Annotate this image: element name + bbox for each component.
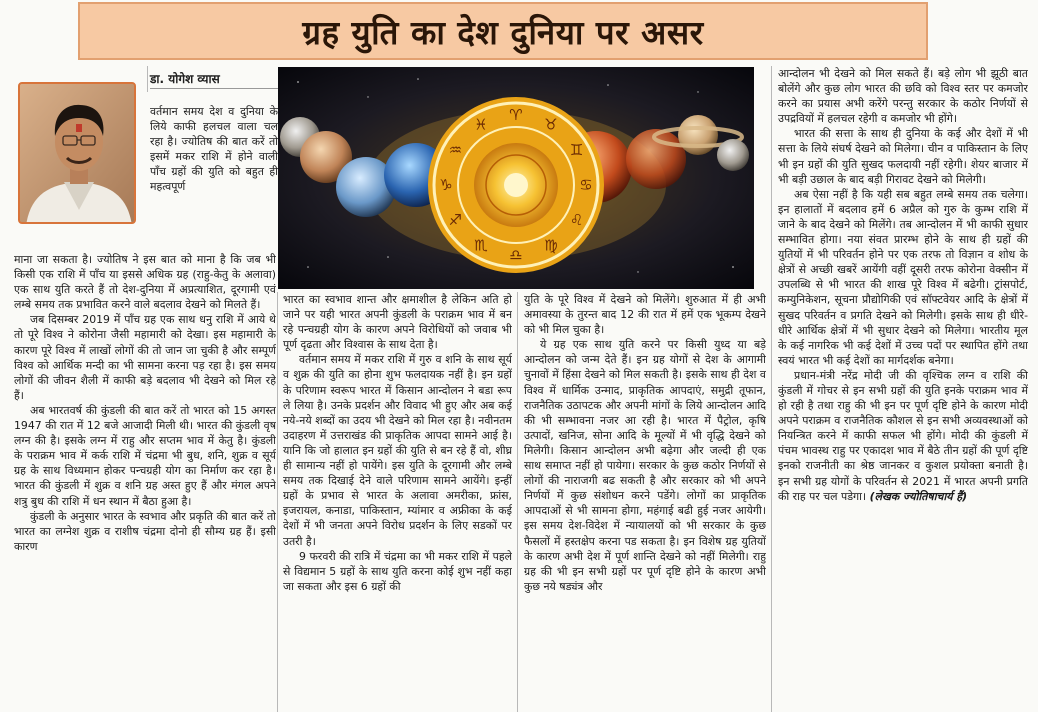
zodiac-sign-icon: ♏ xyxy=(474,236,488,255)
article-paragraph: भारत की सत्ता के साथ ही दुनिया के कई और देशों में भी सत्ता के लिये संघर्ष देखने को मिलेगा। चीन व पाकिस्तान के लिए भी इन ग्रहों की युति सुखद फलदायी नहीं रहेगी। शेयर बाजार में भी बड़ी उछाल के बाद बड़ी गिरावट देखने को मिलेगी। xyxy=(778,127,1028,186)
article-column-1-intro xyxy=(150,104,278,252)
article-paragraph: ये ग्रह एक साथ युति करने पर किसी युध्द या बड़े आन्दोलन को जन्म देते हैं। इन ग्रह योगों से देश के आगामी चुनावों में हिंसा देखने को मिल सकती है। इसके साथ ही देश व विश्व में धार्मिक उन्माद, प्राकृतिक आपदाएं, समुद्री तूफान, राजनैतिक उठापटक और अपनी मांगों के लिये आन्दोलन आदि की भी सम्भावना नजर आ रही है। भारत में पैट्रोल, कृषि उत्पादों, खनिज, सोना आदि के मूल्यों में भी वृद्धि देखने को मिलेगी। किसान आन्दोलन अभी बढ़ेगा और जल्दी ही एक साथ समाप्त नहीं हो पायेगा। सरकार के कुछ कठोर निर्णयों से लोगों की नाराजगी बढ सकती है और सरकार को भी अपने निर्णयों में कुछ संशोधन करने पडेंगे। लोगों का प्राकृतिक आपदाओं से भी सामना होगा, महंगाई बढी हुई नजर आयेगी। इस समय देश-विदेश में न्यायालयों को भी सरकार के कुछ फैसलों में हस्तक्षेप करना पड सकता है। इन विशेष ग्रह युतियों के कारण अभी देश में पूर्ण शान्ति देखने को नहीं मिलेगी। राहु ग्रह की भी इन सभी ग्रहों पर पूर्ण दृष्टि होने के कारण अभी कुछ नये षड्यंत्र और xyxy=(524,338,766,593)
author-name: डा. योगेश व्यास xyxy=(150,72,220,86)
article-column-3 xyxy=(524,292,766,712)
zodiac-sign-icon: ♒ xyxy=(448,141,463,159)
author-photo xyxy=(18,82,136,224)
byline-rule xyxy=(150,88,278,89)
zodiac-planets-image xyxy=(278,67,754,289)
zodiac-sign-icon: ♉ xyxy=(544,115,558,134)
article-paragraph: अब ऐसा नहीं है कि यही सब बहुत लम्बे समय तक चलेगा। इन हालातों में बदलाव हमें 6 अप्रैल को गुरु के कुम्भ राशि में जाने के बाद देखने को मिलेंगे। तब आन्दोलन में भी काफी सुधार सम्भावित होगा। नया संवत प्रारम्भ होने के साथ ही ग्रहों की युतियों में भी परिवर्तन होने पर एक तरफ तो विज्ञान व शोध के क्षेत्रों से अच्छी खबरें आयेंगी वहीं दूसरी तरफ कोरोना वेक्सीन में उपलब्धि से भी भारत की शाख पूरे विश्व में बढेगी। ट्रांसपोर्ट, कम्युनिकेशन, सूचना प्रौद्योगिकी एवं सॉफ्टवेयर आदि के क्षेत्रों में सुखद परिवर्तन व प्रगति देखने को मिलेगी। इसके साथ ही धीरे-धीरे आर्थिक क्षेत्रों में भी सुधार देखने को मिलेगा। भारतीय मूल के कई नागरिक भी कई देशों में उच्च पदों पर स्थापित होंगे तथा स्वयं भारत भी कई देशों का मार्गदर्शक बनेगा। xyxy=(778,187,1028,367)
article-paragraph: भारत का स्वभाव शान्त और क्षमाशील है लेकिन अति हो जाने पर यही भारत अपनी कुंडली के पराक्रम भाव में बन रहे पन्चग्रही योग के कारण अपने विरोधियों को जवाब भी पूर्ण दृढता और विश्वास के साथ देता है। xyxy=(283,293,512,352)
headline-box xyxy=(78,2,928,60)
article-paragraph: वर्तमान समय में मकर राशि में गुरु व शनि के साथ सूर्य व शुक्र की युति का होना शुभ फलदायक नहीं है। इन ग्रहों के परिणाम स्वरूप भारत में किसान आन्दोलन ने बडा रूप ले लिया है। उनके प्रदर्शन और विवाद भी हुए और अब कई नये-नये शब्दों का उदय भी देखने को मिल रहा है। नवीनतम उदाहरण में उत्तराखंड की प्राकृतिक आपदा सामने आई है। यानि कि जो हालात इन ग्रहों की युति से बन रहे हैं वो, शीघ्र ही सामान्य नहीं हो पायेंगे। इस युति के दूरगामी और लम्बे समय तक दिखाई देने वाले परिणाम सामने आयेंगे। इन्हीं ग्रहों के प्रभाव से भारत के अलावा अमरीका, फ्रांस, इजरायल, कनाडा, पाकिस्तान, म्यांमार व अफ्रीका के कई देशों में भी जनता अपने विरोध प्रदर्शन के लिए सडकों पर उतरी है। xyxy=(283,353,512,548)
zodiac-sign-icon: ♈ xyxy=(509,106,523,124)
column-rule xyxy=(517,292,518,712)
column-rule xyxy=(147,66,148,92)
article-paragraph: अब भारतवर्ष की कुंडली की बात करें तो भारत को 15 अगस्त 1947 की रात में 12 बजे आजादी मिली थी। भारत की कुंडली वृष लग्न की है। इसके लग्न में राहु और सप्तम भाव में केतु है। कुंडली के पराक्रम भाव में कर्क राशि में चंद्रमा भी बुध, शनि, शुक्र व सूर्य ग्रह के साथ विध्यमान होकर पन्चग्रही योग का निर्माण कर रहा है। भारत की कुंडली में शुक्र व शनि ग्रह अस्त हुए हैं और मंगल अपने शत्रु बुध की राशि में धन स्थान में बैठा हुआ है। xyxy=(14,403,276,508)
article-column-1 xyxy=(14,252,276,712)
author-portrait-image xyxy=(20,84,136,224)
zodiac-sign-icon: ♐ xyxy=(448,211,463,229)
zodiac-sign-icon: ♓ xyxy=(474,115,488,134)
article-paragraph: कुंडली के अनुसार भारत के स्वभाव और प्रकृति की बात करें तो भारत का लग्नेश शुक्र व राशीष चंद्रमा दोनो ही सौम्य ग्रह हैं। इसी कारण xyxy=(14,509,276,553)
article-paragraph: युति के पूरे विश्व में देखने को मिलेंगे। शुरुआत में ही अभी अमावस्या के तुरन्त बाद 12 की रात में हमें एक भूकम्प देखने को भी मिल चुका है। xyxy=(524,293,766,337)
article-paragraph xyxy=(778,368,1028,504)
author-signature: (लेखक ज्योतिषाचार्य हैं) xyxy=(869,489,968,503)
article-paragraph: 9 फरवरी की रात्रि में चंद्रमा का भी मकर राशि में पहले से विद्यमान 5 ग्रहों के साथ युति करना कोई शुभ नहीं कहा जा सकता और इस 6 ग्रहों की xyxy=(283,549,512,593)
article-paragraph-text: प्रधान-मंत्री नरेंद्र मोदी जी की वृश्चिक लग्न व राशि की कुंडली में गोचर से इन सभी ग्रहों की युति इनके पराक्रम भाव में हो रही है तथा राहु की भी इन पर पूर्ण दृष्टि होने के कारण मोदी अपने पराक्रम व राजनैतिक कौशल से इन सभी अव्यवस्थाओं को नियन्त्रित करने में काफी सफल भी होंगे। मोदी की कुंडली में पंचम भावस्थ राहु पर एकादश भाव में बैठे तीन ग्रहों की पूर्ण दृष्टि इनको राजनीती का श्रेष्ठ जानकर व कुशल प्रयोक्ता बनाती है। इन सभी ग्रह योगों के परिवर्तन से 2021 में भारत अपनी प्रगति की राह पर चल पडेगा। xyxy=(778,368,1028,503)
article-paragraph: आन्दोलन भी देखने को मिल सकते हैं। बड़े लोग भी झूठी बात बोलेंगे और कुछ लोग भारत की छवि को विश्व स्तर पर कमजोर करने का प्रयास अभी करेंगे परन्तु सरकार के कठोर निर्णयों से उपद्रवियों में हलचल रहेगी व कमजोर भी होंगे। xyxy=(778,67,1028,126)
article-paragraph: जब दिसम्बर 2019 में पाँच ग्रह एक साथ धनु राशि में आये थे तो पूरे विश्व ने कोरोना जैसी महामारी को देखा। इस महामारी के कारण पूरे विश्व में लाखों लोगों की तो जान जा चुकी है और सम्पूर्ण विश्व को आर्थिक मन्दी का भी सामना करना पड़ रहा है। इस समय लोगों की जीवन शैली में काफी बड़े बदलाव भी देखने को मिल रहे हैं। xyxy=(14,313,276,402)
zodiac-sign-icon: ♋ xyxy=(579,176,593,194)
column-rule xyxy=(771,66,772,712)
headline: ग्रह युति का देश दुनिया पर असर xyxy=(302,12,704,52)
zodiac-sign-icon: ♊ xyxy=(569,141,584,159)
zodiac-sign-icon: ♑ xyxy=(439,176,453,194)
article-column-2 xyxy=(283,292,512,712)
article-paragraph: वर्तमान समय देश व दुनिया के लिये काफी हलचल वाला चल रहा है। ज्योतिष की बात करें तो इसमें मकर राशि में होने वाली पाँच ग्रहों की युति को बहुत ही महत्वपूर्ण xyxy=(150,105,278,194)
zodiac-sign-icon: ♍ xyxy=(544,236,558,255)
column-rule xyxy=(277,292,278,712)
zodiac-sign-icon: ♌ xyxy=(569,211,584,229)
astrology-illustration xyxy=(278,67,754,289)
article-column-4 xyxy=(778,66,1028,712)
article-paragraph: माना जा सकता है। ज्योतिष ने इस बात को माना है कि जब भी किसी एक राशि में पाँच या इससे अधिक ग्रह (राहु-केतु के अलावा) एक साथ युति करते हैं तो देश-दुनिया में अप्रत्याशित, दूरगामी एवं लम्बे समय तक प्रभावित करने वाले बदलाव देखने को मिलते हैं। xyxy=(14,253,276,312)
zodiac-sign-icon: ♎ xyxy=(509,246,523,264)
